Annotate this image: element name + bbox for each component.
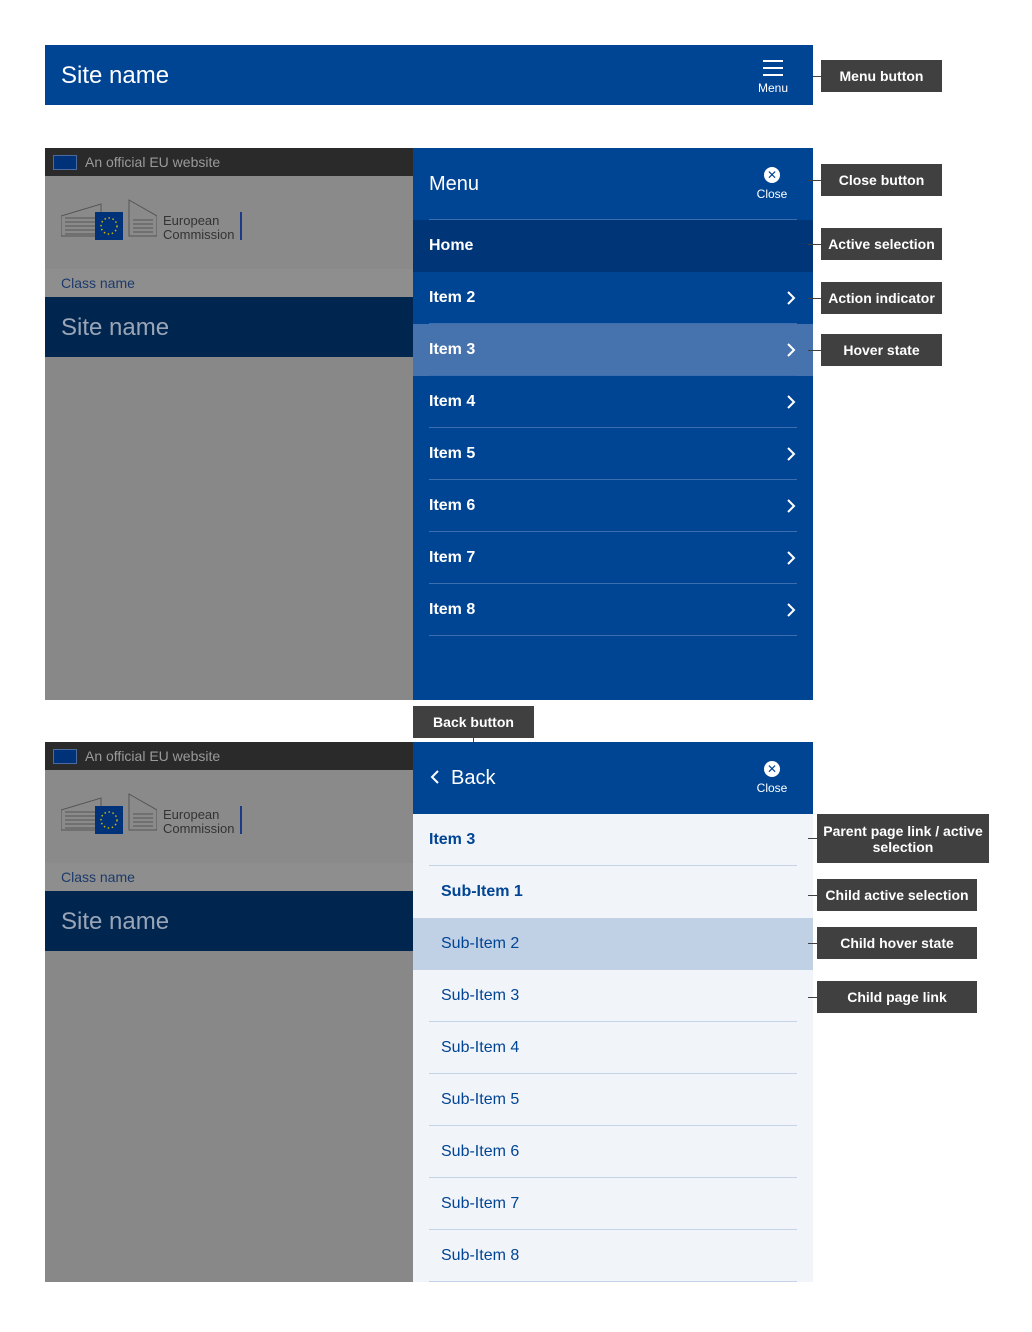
eu-flag-icon — [53, 155, 77, 170]
sub-item-4[interactable] — [413, 1022, 813, 1074]
background-page-2 — [45, 742, 413, 1282]
official-eu-bar — [45, 148, 413, 176]
ec-logo-bar — [240, 806, 242, 834]
chevron-left-icon — [429, 769, 441, 785]
official-text: An official EU website — [85, 748, 221, 764]
chevron-right-icon — [783, 446, 799, 462]
hamburger-icon — [763, 60, 783, 76]
annotation-child-hover: Child hover state — [817, 927, 977, 959]
menu-item-3[interactable] — [413, 324, 813, 376]
back-button[interactable] — [429, 767, 495, 790]
close-button-label: Close — [756, 187, 788, 201]
background-site-name: Site name — [45, 891, 413, 951]
menu-item-label: Item 7 — [429, 549, 476, 566]
logo-area — [45, 176, 413, 269]
menu-item-label: Item 5 — [429, 445, 476, 462]
close-button[interactable] — [753, 760, 791, 795]
logo-area — [45, 770, 413, 863]
annotation-hover-state: Hover state — [821, 334, 942, 366]
ec-logo-bar — [240, 212, 242, 240]
background-page — [45, 148, 413, 700]
background-site-name: Site name — [45, 297, 413, 357]
main-menu-title: Menu — [429, 173, 480, 195]
chevron-right-icon — [783, 342, 799, 358]
ec-flag-icon — [95, 806, 123, 834]
menu-button-label: Menu — [757, 81, 789, 95]
menu-button[interactable] — [755, 57, 791, 97]
menu-item-label: Home — [429, 237, 474, 254]
sub-item-6[interactable] — [413, 1126, 813, 1178]
sub-item-label: Sub-Item 2 — [441, 935, 520, 952]
menu-item-label: Item 6 — [429, 497, 476, 514]
sub-item-3[interactable] — [413, 970, 813, 1022]
sub-menu-header — [413, 742, 813, 814]
menu-item-label: Item 4 — [429, 393, 476, 410]
annotation-close-button: Close button — [821, 164, 942, 196]
sub-item-label: Sub-Item 3 — [441, 987, 520, 1004]
annotation-child-link: Child page link — [817, 981, 977, 1013]
main-menu-drawer — [413, 148, 813, 700]
menu-item-label: Item 8 — [429, 601, 476, 618]
sub-item-label: Sub-Item 6 — [441, 1143, 520, 1160]
menu-item-home[interactable] — [413, 220, 813, 272]
site-title[interactable]: Site name — [61, 62, 170, 89]
sub-item-5[interactable] — [413, 1074, 813, 1126]
menu-item-label: Item 2 — [429, 289, 476, 306]
class-name: Class name — [45, 863, 413, 891]
annotation-child-active: Child active selection — [817, 879, 977, 911]
parent-page-label: Item 3 — [429, 831, 476, 848]
chevron-right-icon — [783, 290, 799, 306]
close-icon: ✕ — [764, 761, 780, 777]
menu-item-label: Item 3 — [429, 341, 476, 358]
sub-item-8[interactable] — [413, 1230, 813, 1282]
annotation-active-selection: Active selection — [821, 228, 942, 260]
site-header — [45, 45, 813, 105]
ec-flag-icon — [95, 212, 123, 240]
close-button-label: Close — [756, 781, 788, 795]
menu-item-5[interactable] — [413, 428, 813, 480]
ec-logo-text: European Commission — [163, 213, 235, 242]
annotation-parent-link: Parent page link / active selection — [817, 814, 989, 863]
sub-item-7[interactable] — [413, 1178, 813, 1230]
sub-item-label: Sub-Item 5 — [441, 1091, 520, 1108]
menu-item-4[interactable] — [413, 376, 813, 428]
chevron-right-icon — [783, 602, 799, 618]
chevron-right-icon — [783, 550, 799, 566]
parent-page-link[interactable] — [413, 814, 813, 866]
menu-item-6[interactable] — [413, 480, 813, 532]
chevron-right-icon — [783, 394, 799, 410]
sub-item-label: Sub-Item 4 — [441, 1039, 520, 1056]
sub-item-label: Sub-Item 7 — [441, 1195, 520, 1212]
annotation-action-indicator: Action indicator — [821, 282, 942, 314]
sub-item-2[interactable] — [413, 918, 813, 970]
chevron-right-icon — [783, 498, 799, 514]
sub-item-label: Sub-Item 1 — [441, 883, 523, 900]
eu-flag-icon — [53, 749, 77, 764]
sub-item-1[interactable] — [413, 866, 813, 918]
sub-item-label: Sub-Item 8 — [441, 1247, 520, 1264]
close-button[interactable] — [753, 166, 791, 201]
ec-logo-text: European Commission — [163, 807, 235, 836]
back-button-label: Back — [451, 767, 496, 789]
menu-item-7[interactable] — [413, 532, 813, 584]
main-menu-header — [413, 148, 813, 220]
annotation-menu-button: Menu button — [821, 60, 942, 92]
menu-item-2[interactable] — [413, 272, 813, 324]
sub-menu-drawer — [413, 742, 813, 1282]
official-eu-bar — [45, 742, 413, 770]
class-name: Class name — [45, 269, 413, 297]
close-icon: ✕ — [764, 167, 780, 183]
menu-item-8[interactable] — [413, 584, 813, 636]
annotation-back-button: Back button — [413, 706, 534, 738]
official-text: An official EU website — [85, 154, 221, 170]
